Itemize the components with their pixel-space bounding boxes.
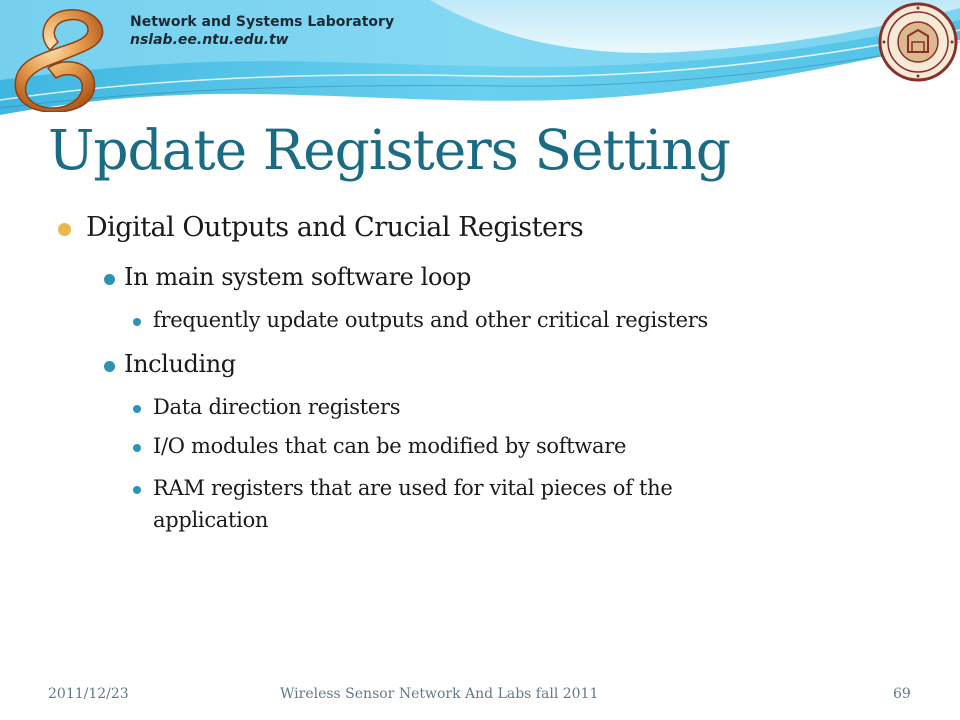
footer-date: 2011/12/23 <box>48 686 129 702</box>
university-seal-icon <box>878 2 958 82</box>
bullet-level1: Digital Outputs and Crucial Registers <box>86 212 584 243</box>
bullet-icon <box>104 274 115 285</box>
bullet-icon <box>133 486 141 494</box>
bullet-icon <box>133 405 141 413</box>
bullet-level3: frequently update outputs and other critical registers <box>153 308 708 332</box>
bullet-level3-continuation: application <box>153 508 269 532</box>
slide-title: Update Registers Setting <box>48 118 730 182</box>
bullet-icon <box>133 444 141 452</box>
bullet-level3: RAM registers that are used for vital pieces of the <box>153 476 673 500</box>
bullet-icon <box>104 361 115 372</box>
lab-name: Network and Systems Laboratory <box>130 14 395 30</box>
bullet-icon <box>58 223 71 236</box>
footer-course: Wireless Sensor Network And Labs fall 2011 <box>280 686 599 702</box>
footer-page-number: 69 <box>893 686 911 702</box>
lab-url: nslab.ee.ntu.edu.tw <box>130 32 289 48</box>
bullet-icon <box>133 318 141 326</box>
lab-logo-icon <box>10 6 115 112</box>
bullet-level2: In main system software loop <box>124 263 472 291</box>
bullet-level3: Data direction registers <box>153 395 401 419</box>
bullet-level2: Including <box>124 350 236 378</box>
bullet-level3: I/O modules that can be modified by software <box>153 434 627 458</box>
